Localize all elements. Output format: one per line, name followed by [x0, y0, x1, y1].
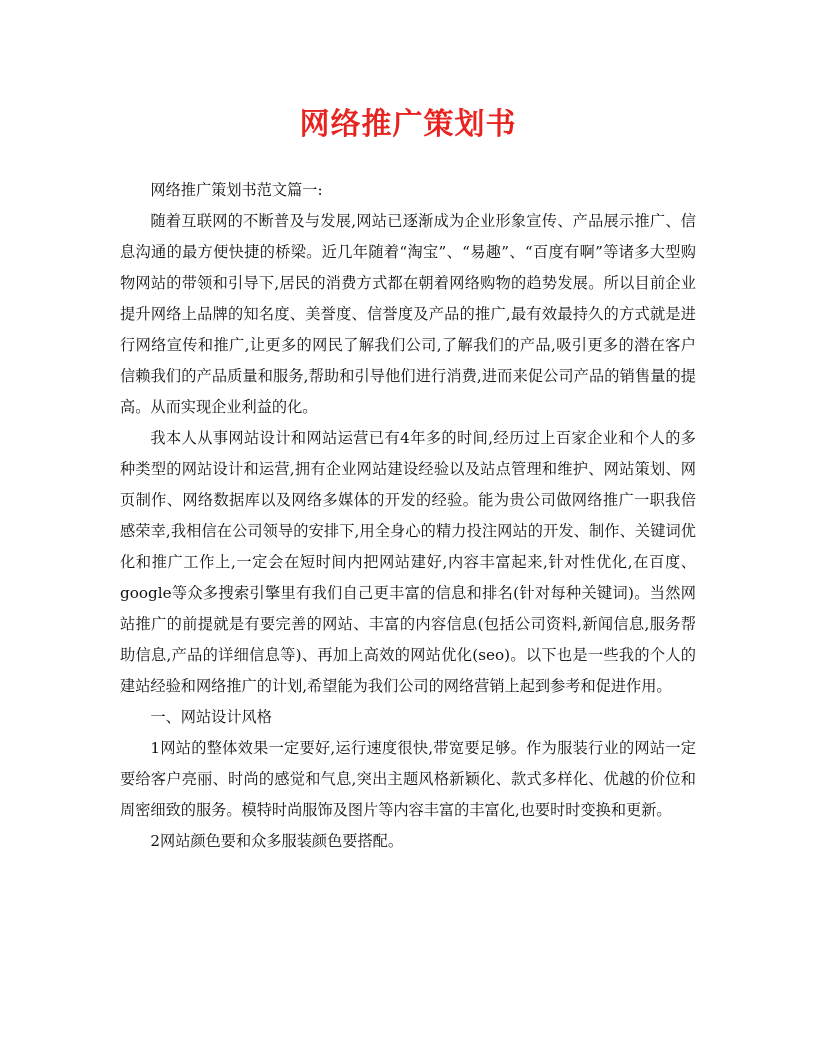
paragraph-experience: 我本人从事网站设计和网站运营已有4年多的时间,经历过上百家企业和个人的多种类型的网站设计和运营,拥有企业网站建设经验以及站点管理和维护、网站策划、网页制作、网络数据库以及网络多媒体的开发的经验。能为贵公司做网络推广一职我倍感荣幸,我相信在公司领导的安排下,用全身心的精力投注网站的开发、制作、关键词优化和推广工作上,一定会在短时间内把网站建好,内容丰富起来,针对性优化,在百度、google等众多搜索引擎里有我们自己更丰富的信息和排名(针对每种关键词)。当然网站推广的前提就是有要完善的网站、丰富的内容信息(包括公司资料,新闻信息,服务帮助信息,产品的详细信息等)、再加上高效的网站优化(seo)。以下也是一些我的个人的建站经验和网络推广的计划,希望能为我们公司的网络营销上起到参考和促进作用。	[120, 429, 696, 695]
intro-heading: 网络推广策划书范文篇一:	[150, 181, 323, 199]
section-heading-design-style: 一、网站设计风格	[150, 708, 272, 726]
paragraph-background: 随着互联网的不断普及与发展,网站已逐渐成为企业形象宣传、产品展示推广、信息沟通的最方便快捷的桥梁。近几年随着“淘宝”、“易趣”、“百度有啊”等诸多大型购物网站的带领和引导下,居民的消费方式都在朝着网络购物的趋势发展。所以目前企业提升网络上品牌的知名度、美誉度、信誉度及产品的推广,最有效最持久的方式就是进行网络宣传和推广,让更多的网民了解我们公司,了解我们的产品,吸引更多的潜在客户信赖我们的产品质量和服务,帮助和引导他们进行消费,进而来促公司产品的销售量的提高。从而实现企业利益的化。	[120, 212, 696, 416]
list-item-2: 2网站颜色要和众多服装颜色要搭配。	[150, 832, 404, 850]
list-item-1: 1网站的整体效果一定要好,运行速度很快,带宽要足够。作为服装行业的网站一定要给客户亮丽、时尚的感觉和气息,突出主题风格新颖化、款式多样化、优越的价位和周密细致的服务。模特时尚服饰及图片等内容丰富的丰富化,也要时时变换和更新。	[120, 739, 696, 819]
document-body	[120, 175, 696, 857]
page-title: 网络推广策划书	[299, 107, 517, 142]
